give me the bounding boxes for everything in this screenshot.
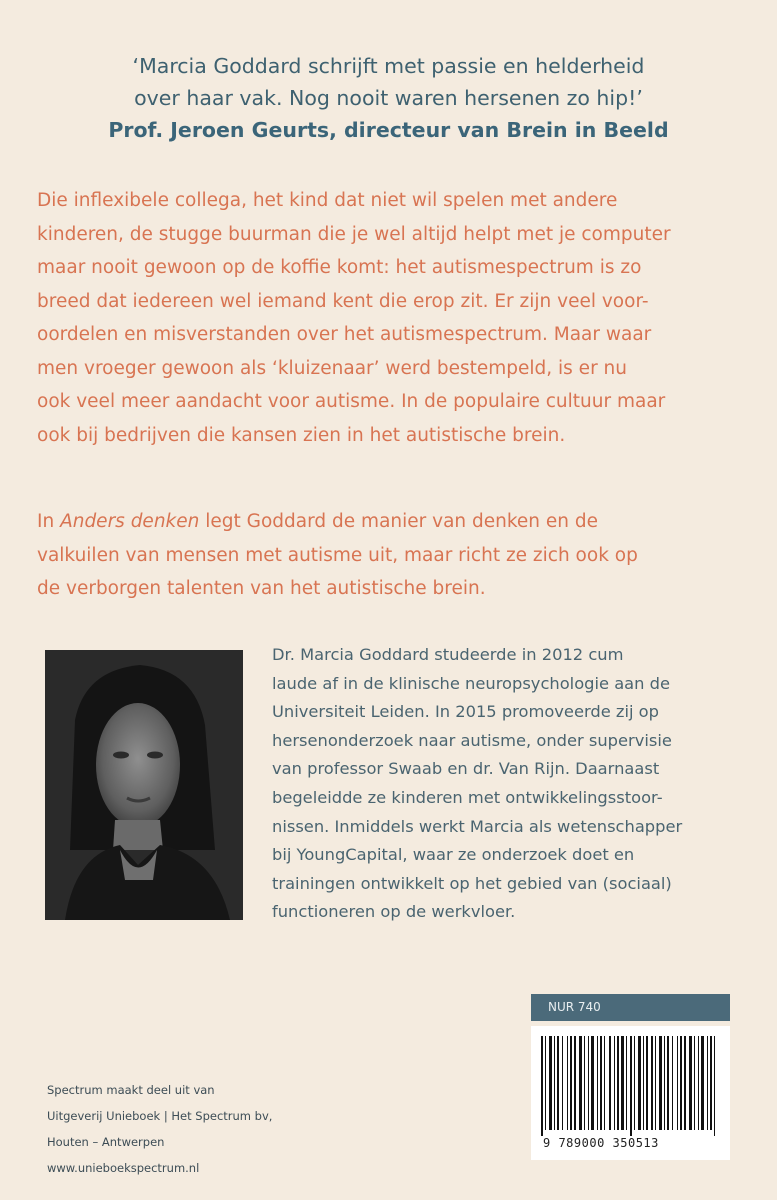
barcode-bars bbox=[537, 1036, 724, 1136]
bio-line: Universiteit Leiden. In 2015 promoveerde zij op bbox=[272, 702, 659, 722]
bio-line: functioneren op de werkvloer. bbox=[272, 902, 516, 922]
blurb-line: ook veel meer aandacht voor autisme. In de populaire cultuur maar bbox=[37, 391, 666, 412]
blurb-line: breed dat iedereen wel iemand kent die erop zit. Er zijn veel voor- bbox=[37, 290, 649, 312]
bio-line: trainingen ontwikkelt op het gebied van (sociaal) bbox=[272, 873, 672, 893]
blurb-paragraph-2 bbox=[37, 505, 742, 606]
bio-line: van professor Swaab en dr. Van Rijn. Daarnaast bbox=[272, 759, 660, 779]
author-photo bbox=[45, 650, 243, 920]
isbn-barcode bbox=[531, 1026, 730, 1160]
blurb-paragraph-1 bbox=[37, 184, 742, 452]
blurb-line: men vroeger gewoon als ‘kluizenaar’ werd bestempeld, is er nu bbox=[37, 357, 628, 379]
imprint-line: Uitgeverij Unieboek | Het Spectrum bv, bbox=[47, 1109, 273, 1123]
publisher-imprint bbox=[47, 1077, 272, 1181]
imprint-line: Houten – Antwerpen bbox=[47, 1135, 165, 1149]
blurb-intro: In bbox=[37, 511, 61, 532]
bio-line: bij YoungCapital, waar ze onderzoek doet en bbox=[272, 845, 635, 865]
nur-code: NUR 740 bbox=[531, 994, 730, 1021]
blurb-line: kinderen, de stugge buurman die je wel altijd helpt met je computer bbox=[37, 223, 671, 245]
publisher-website: www.unieboekspectrum.nl bbox=[47, 1161, 200, 1175]
book-title: Anders denken bbox=[60, 511, 200, 532]
bio-line: hersenonderzoek naar autisme, onder supervisie bbox=[272, 730, 672, 750]
quote-line-1: ‘Marcia Goddard schrijft met passie en helderheid bbox=[132, 54, 645, 78]
bio-line: begeleidde ze kinderen met ontwikkelingsstoor- bbox=[272, 787, 663, 807]
blurb-line: Die inflexibele collega, het kind dat niet wil spelen met andere bbox=[37, 190, 618, 211]
bio-line: nissen. Inmiddels werkt Marcia als wetenschapper bbox=[272, 816, 683, 836]
bio-line: laude af in de klinische neuropsychologie aan de bbox=[272, 673, 671, 693]
blurb-line: valkuilen van mensen met autisme uit, maar richt ze zich ook op bbox=[37, 544, 638, 566]
blurb-line-rest: legt Goddard de manier van denken en de bbox=[199, 511, 599, 532]
blurb-line: ook bij bedrijven die kansen zien in het autistische brein. bbox=[37, 424, 566, 446]
author-bio bbox=[272, 641, 742, 927]
blurb-line: de verborgen talenten van het autistische brein. bbox=[37, 578, 486, 599]
bio-line: Dr. Marcia Goddard studeerde in 2012 cum bbox=[272, 645, 624, 664]
quote-attribution: Prof. Jeroen Geurts, directeur van Brein in Beeld bbox=[108, 118, 669, 142]
blurb-line: oordelen en misverstanden over het autismespectrum. Maar waar bbox=[37, 324, 652, 345]
quote-line-2: over haar vak. Nog nooit waren hersenen zo hip!’ bbox=[134, 86, 643, 110]
endorsement-quote bbox=[40, 50, 737, 146]
barcode-digits: 9 789000 350513 bbox=[543, 1136, 659, 1150]
imprint-line: Spectrum maakt deel uit van bbox=[47, 1083, 215, 1097]
blurb-line bbox=[37, 505, 742, 539]
blurb-line: maar nooit gewoon op de koffie komt: het autismespectrum is zo bbox=[37, 257, 642, 278]
